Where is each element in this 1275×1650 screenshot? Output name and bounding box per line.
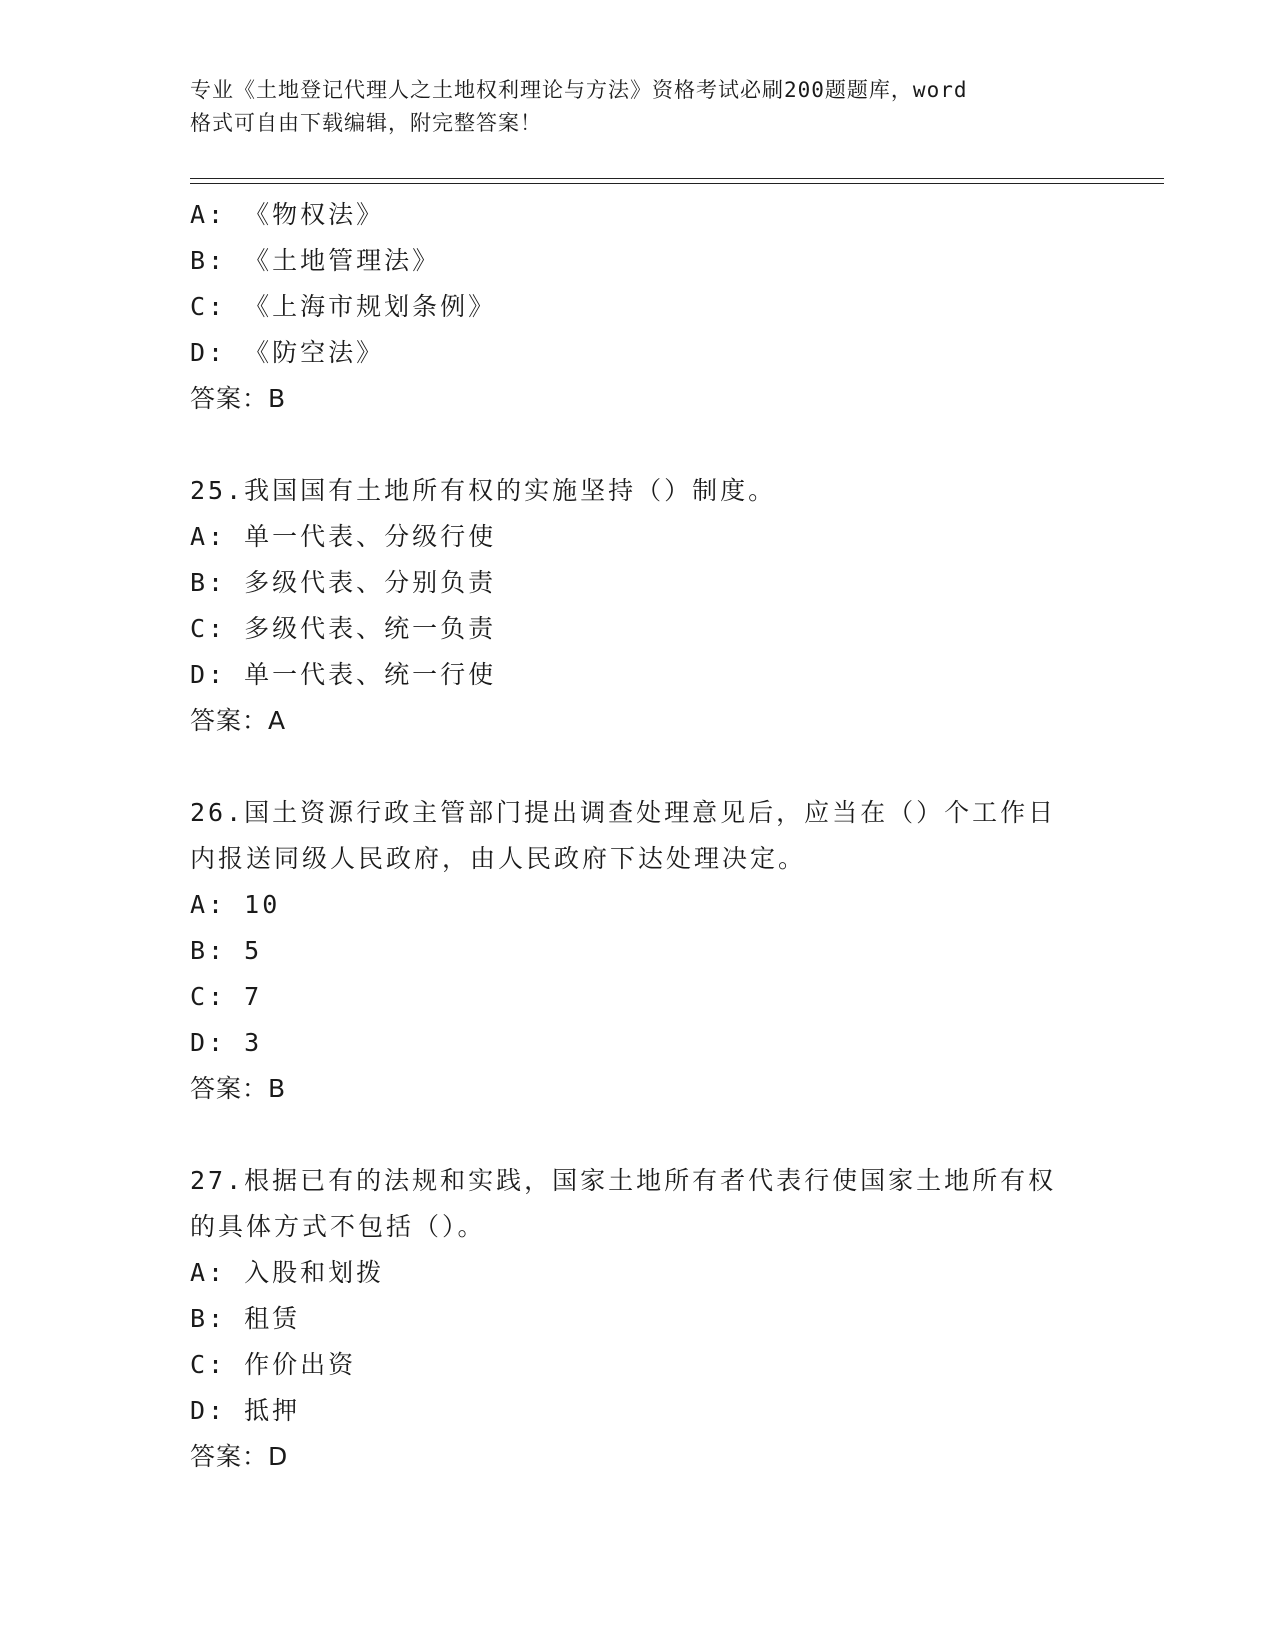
- option-d: D: 抵押: [190, 1396, 301, 1425]
- option-a: A: 单一代表、分级行使: [190, 522, 497, 551]
- option-d: D: 3: [190, 1028, 263, 1057]
- option-c: C: 《上海市规划条例》: [190, 292, 497, 321]
- answer: 答案：D: [190, 1442, 289, 1471]
- header-line-1: 专业《土地登记代理人之土地权利理论与方法》资格考试必刷200题题库，word: [190, 78, 968, 102]
- header-divider-bottom: [190, 183, 1164, 184]
- option-d: D: 单一代表、统一行使: [190, 660, 497, 689]
- question-stem-line-1: 27.根据已有的法规和实践，国家土地所有者代表行使国家土地所有权: [190, 1166, 1057, 1195]
- option-a: A: 《物权法》: [190, 200, 385, 229]
- question-content: [190, 192, 1090, 1480]
- question-stem-line-2: 的具体方式不包括（）。: [190, 1212, 486, 1241]
- document-header: [190, 74, 1070, 140]
- option-d: D: 《防空法》: [190, 338, 385, 367]
- option-a: A: 10: [190, 890, 281, 919]
- question-25: [190, 468, 1090, 744]
- question-27: [190, 1158, 1090, 1480]
- option-b: B: 租赁: [190, 1304, 301, 1333]
- answer: 答案：A: [190, 706, 287, 735]
- option-c: C: 作价出资: [190, 1350, 357, 1379]
- option-c: C: 7: [190, 982, 263, 1011]
- answer: 答案：B: [190, 1074, 287, 1103]
- option-b: B: 5: [190, 936, 263, 965]
- question-stem-line-2: 内报送同级人民政府，由人民政府下达处理决定。: [190, 844, 807, 873]
- question-stem-line-1: 26.国土资源行政主管部门提出调查处理意见后，应当在（）个工作日: [190, 798, 1057, 827]
- option-b: B: 多级代表、分别负责: [190, 568, 497, 597]
- question-26: [190, 790, 1090, 1112]
- option-b: B: 《土地管理法》: [190, 246, 441, 275]
- header-line-2: 格式可自由下载编辑，附完整答案！: [190, 111, 542, 135]
- header-divider-top: [190, 178, 1164, 179]
- question-24: [190, 192, 1090, 422]
- option-a: A: 入股和划拨: [190, 1258, 385, 1287]
- option-c: C: 多级代表、统一负责: [190, 614, 497, 643]
- question-stem: 25.我国国有土地所有权的实施坚持（）制度。: [190, 476, 777, 505]
- answer: 答案：B: [190, 384, 287, 413]
